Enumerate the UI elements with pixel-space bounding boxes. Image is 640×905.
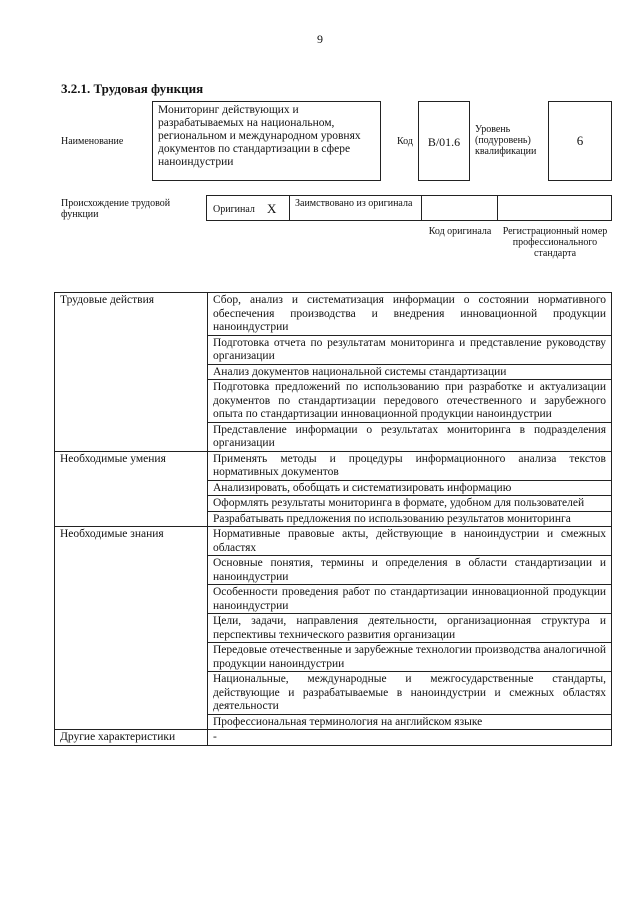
- row-item: -: [208, 730, 612, 746]
- row-item: Основные понятия, термины и определения в области стандартизации и наноиндустрии: [208, 556, 612, 585]
- page-number: 9: [317, 32, 323, 46]
- row-item: Нормативные правовые акты, действующие в наноиндустрии и смежных областях: [208, 527, 612, 556]
- row-item: Национальные, международные и межгосударственные стандарты, действующие и разрабатываемые в наноиндустрии и смежных областях деятельности: [208, 672, 612, 715]
- level-value-box: 6: [548, 101, 612, 181]
- cell-divider: [289, 196, 290, 220]
- row-item: Подготовка предложений по использованию при разработке и актуализации документов по стандартизации передового отечественного и зарубежного опыта по стандартизации инновационной продукции наноиндустрии: [208, 380, 612, 423]
- row-item: Оформлять результаты мониторинга в формате, удобном для пользователей: [208, 496, 612, 512]
- row-category: Необходимые умения: [55, 451, 208, 527]
- code-value-box: B/01.6: [418, 101, 470, 181]
- code-original-caption: Код оригинала: [428, 226, 492, 237]
- original-mark: X: [267, 201, 277, 216]
- row-item: Представление информации о результатах мониторинга в подразделения организации: [208, 422, 612, 451]
- table-row: [55, 451, 612, 480]
- row-category: Необходимые знания: [55, 527, 208, 730]
- table-row: [55, 527, 612, 556]
- code-label: Код: [397, 136, 413, 147]
- original-label: Оригинал: [213, 204, 255, 215]
- section-title: 3.2.1. Трудовая функция: [61, 81, 204, 96]
- row-category: Трудовые действия: [55, 293, 208, 452]
- row-item: Профессиональная терминология на английском языке: [208, 714, 612, 730]
- row-item: Особенности проведения работ по стандартизации инновационной продукции наноиндустрии: [208, 585, 612, 614]
- table-row: [55, 293, 612, 336]
- origin-label: Происхождение трудовой функции: [61, 198, 171, 220]
- borrowed-label: Заимствовано из оригинала: [295, 198, 413, 209]
- row-item: Сбор, анализ и систематизация информации о состоянии нормативного обеспечения производства и внедрения инновационной продукции наноиндустрии: [208, 293, 612, 336]
- row-item: Цели, задачи, направления деятельности, организационная структура и перспективы технического развития организации: [208, 614, 612, 643]
- row-item: Разрабатывать предложения по использованию результатов мониторинга: [208, 511, 612, 527]
- origin-row: [206, 195, 612, 221]
- row-item: Передовые отечественные и зарубежные технологии производства аналогичной продукции наноиндустрии: [208, 643, 612, 672]
- row-category: Другие характеристики: [55, 730, 208, 746]
- cell-divider: [421, 196, 422, 220]
- row-item: Применять методы и процедуры информационного анализа текстов нормативных документов: [208, 451, 612, 480]
- level-label: Уровень (подуровень) квалификации: [475, 124, 537, 157]
- function-details-table: [54, 292, 612, 746]
- name-label: Наименование: [61, 136, 124, 147]
- row-item: Анализировать, обобщать и систематизировать информацию: [208, 480, 612, 496]
- row-item: Подготовка отчета по результатам мониторинга и представление руководству организации: [208, 335, 612, 364]
- function-name-box: Мониторинг действующих и разрабатываемых на национальном, региональном и международном уровнях документов по стандартизации в сфере наноиндустрии: [152, 101, 381, 181]
- row-item: Анализ документов национальной системы стандартизации: [208, 364, 612, 380]
- table-row: [55, 730, 612, 746]
- cell-divider: [497, 196, 498, 220]
- registration-number-caption: Регистрационный номер профессионального стандарта: [502, 226, 608, 259]
